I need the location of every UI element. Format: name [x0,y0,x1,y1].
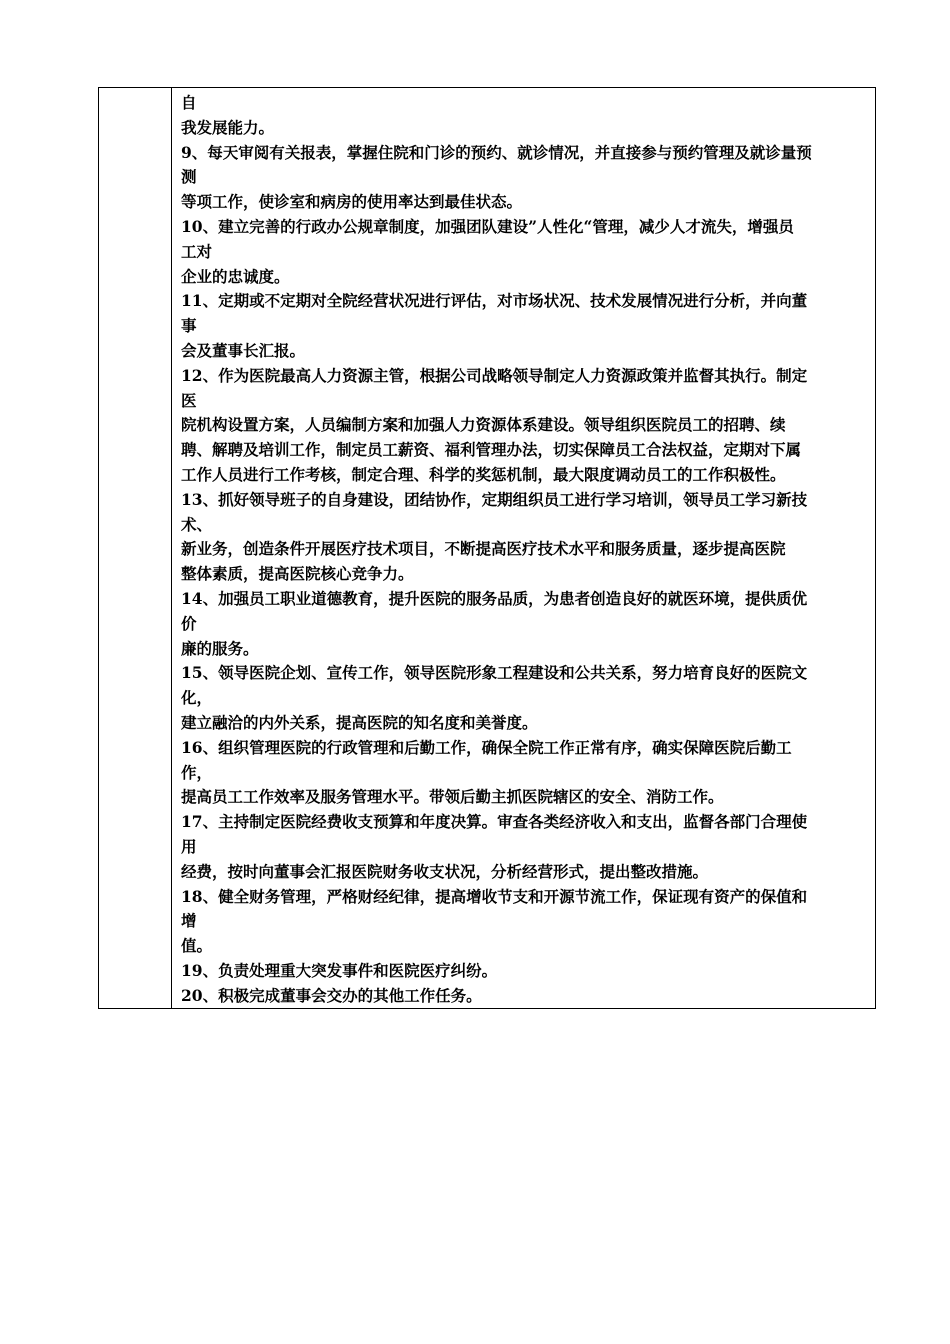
text-line: 11、定期或不定期对全院经营状况进行评估，对市场状况、技术发展情况进行分析，并向董 [181,291,808,311]
text-line: 工作人员进行工作考核，制定合理、科学的奖惩机制，最大限度调动员工的工作积极性。 [181,464,786,484]
text-line: 企业的忠诚度。 [181,266,290,286]
text-line: 14、加强员工职业道德教育，提升医院的服务品质，为患者创造良好的就医环境，提供质优 [181,588,808,608]
text-line: 用 [181,836,197,856]
duties-text [181,91,871,1008]
text-line: 廉的服务。 [181,638,259,658]
text-line: 工对 [181,241,213,261]
text-line: 术、 [181,514,213,534]
text-line: 20、积极完成董事会交办的其他工作任务。 [181,985,482,1005]
text-line: 等项工作，使诊室和病房的使用率达到最佳状态。 [181,192,523,212]
text-line: 15、领导医院企划、宣传工作，领导医院形象工程建设和公共关系，努力培育良好的医院文 [181,663,808,683]
text-line: 事 [181,316,197,336]
text-line: 聘、解聘及培训工作，制定员工薪资、福利管理办法，切实保障员工合法权益，定期对下属 [181,440,802,460]
text-line: 自 [181,93,197,112]
text-line: 化， [181,688,213,708]
text-line: 新业务，创造条件开展医疗技术项目，不断提高医疗技术水平和服务质量，逐步提高医院 [181,539,786,559]
text-line: 院机构设置方案，人员编制方案和加强人力资源体系建设。领导组织医院员工的招聘、续 [181,415,786,435]
text-line: 增 [181,911,197,931]
text-line: 16、组织管理医院的行政管理和后勤工作，确保全院工作正常有序，确实保障医院后勤工 [181,737,792,757]
text-line: 13、抓好领导班子的自身建设，团结协作，定期组织员工进行学习培训，领导员工学习新技 [181,489,808,509]
text-line: 值。 [181,936,213,956]
text-line: 19、负责处理重大突发事件和医院医疗纠纷。 [181,960,498,980]
text-line: 价 [181,613,197,633]
text-line: 提高员工工作效率及服务管理水平。带领后勤主抓医院辖区的安全、消防工作。 [181,787,724,807]
text-line: 作， [181,762,213,782]
text-line: 9、每天审阅有关报表，掌握住院和门诊的预约、就诊情况，并直接参与预约管理及就诊量预 [181,142,812,162]
duties-table [98,87,876,1009]
text-line: 经费，按时向董事会汇报医院财务收支状况，分析经营形式，提出整改措施。 [181,861,709,881]
text-line: 10、建立完善的行政办公规章制度，加强团队建设”人性化“管理，减少人才流失，增强员 [181,216,794,236]
text-line: 整体素质，提高医院核心竞争力。 [181,564,414,584]
text-line: 12、作为医院最高人力资源主管，根据公司战略领导制定人力资源政策并监督其执行。制定 [181,365,808,385]
text-line: 17、主持制定医院经费收支预算和年度决算。审查各类经济收入和支出，监督各部门合理使 [181,812,808,832]
text-line: 会及董事长汇报。 [181,340,306,360]
text-line: 18、健全财务管理，严格财经纪律，提高增收节支和开源节流工作，保证现有资产的保值和 [181,886,808,906]
label-cell [99,88,172,1008]
text-line: 我发展能力。 [181,117,275,137]
content-cell [172,88,875,1008]
text-line: 建立融洽的内外关系，提高医院的知名度和美誉度。 [181,712,538,732]
text-line: 医 [181,390,197,410]
text-line: 测 [181,167,197,187]
